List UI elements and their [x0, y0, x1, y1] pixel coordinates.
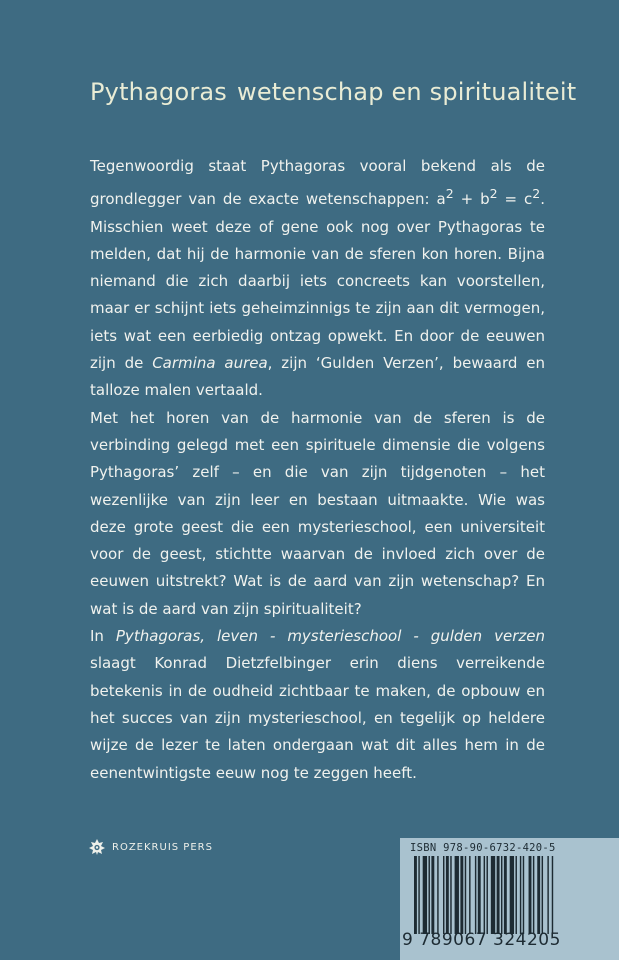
barcode-bar: [491, 856, 495, 934]
barcode-bar: [533, 856, 534, 934]
barcode-bar: [542, 856, 543, 934]
publisher-name: ROZEKRUIS PERS: [112, 841, 213, 853]
barcode-bar: [423, 856, 427, 934]
barcode-bar: [497, 856, 500, 934]
barcode-bar: [504, 856, 507, 934]
barcode-bar: [475, 856, 476, 934]
publisher-logo: [88, 838, 213, 856]
barcode-bar: [446, 856, 449, 934]
p3-italic-title: Pythagoras, leven - mysterieschool - gulden verzen: [115, 627, 545, 646]
p1-sup-3: 2: [532, 186, 541, 202]
book-title: [90, 78, 576, 106]
title-part-2: wetenschap en spiritualiteit: [237, 78, 577, 106]
barcode-bar: [501, 856, 502, 934]
rose-cross-icon: [88, 838, 106, 856]
barcode-area: [400, 838, 619, 960]
p3-text-a: In: [90, 627, 116, 646]
barcode-bar: [529, 856, 532, 934]
barcode-bar: [465, 856, 466, 934]
barcode-bar: [450, 856, 451, 934]
barcode-bar: [429, 856, 430, 934]
barcode-bar: [437, 856, 438, 934]
barcode-bar: [510, 856, 514, 934]
barcode-bar: [478, 856, 481, 934]
isbn-label: ISBN 978-90-6732-420-5: [410, 842, 556, 854]
barcode-bar: [523, 856, 524, 934]
paragraph-2: Met het horen van de harmonie van de sferen is de verbinding gelegd met een spirituele dimensie die volgens Pythagoras’ zelf – en die van zijn tijdgenoten – het wezenlijke van zijn leer en bestaan uitmaakte. Wie was deze grote geest die een mysterieschool, een universiteit voor de geest, stichtte waarvan de invloed zich over de eeuwen uitstrekt? Wat is de aard van zijn wetenschap? En wat is de aard van zijn spiritualiteit?: [90, 408, 545, 618]
barcode-bar: [484, 856, 485, 934]
p3-text-b: slaagt Konrad Dietzfelbinger erin diens verreikende betekenis in de oudheid zichtbaar te maken, de opbouw en het succes van zijn mysterieschool, en tegelijk op heldere wijze de lezer te laten ondergaan wat dit alles hem in de eenentwintigste eeuw nog te zeggen heeft.: [90, 654, 545, 782]
p1-sup-2: 2: [489, 186, 498, 202]
barcode-bar: [455, 856, 459, 934]
barcode-bar: [443, 856, 444, 934]
p1-text-e: , zijn ‘Gulden Verzen’, bewaard en talloze malen vertaald.: [90, 354, 545, 400]
blurb-text: [90, 153, 545, 787]
barcode-bar: [516, 856, 517, 934]
barcode-bar: [414, 856, 417, 934]
barcode-bar: [487, 856, 488, 934]
p1-text-a: Tegenwoordig staat Pythagoras vooral bekend als de grondlegger van de exacte wetenschappen: a: [90, 157, 545, 209]
paragraph-1: [90, 153, 545, 405]
paragraph-3: [90, 623, 545, 787]
barcode-bar: [431, 856, 434, 934]
barcode-bar: [469, 856, 470, 934]
p1-text-c: = c: [497, 190, 533, 209]
barcode-bar: [520, 856, 521, 934]
barcode-bar: [418, 856, 419, 934]
title-part-1: Pythagoras: [90, 78, 227, 106]
barcode-digits: 9 789067 324205: [402, 930, 561, 950]
p1-text-d: . Misschien weet deze of gene ook nog over Pythagoras te melden, dat hij de harmonie van de sferen kon horen. Bijna niemand die zich daarbij iets concreets kan voorstellen, maar er schijnt iets geheimzinnigs te zijn aan dit vermogen, iets wat een eerbiedig ontzag opwekt. En door de eeuwen zijn de: [90, 190, 545, 373]
barcode-bar: [547, 856, 548, 934]
p1-text-b: + b: [453, 190, 490, 209]
barcode-bar: [552, 856, 553, 934]
barcode-bars: [414, 856, 604, 934]
barcode-bar: [460, 856, 463, 934]
p1-italic-title: Carmina aurea: [152, 354, 268, 373]
p1-sup-1: 2: [445, 186, 454, 202]
barcode-bar: [537, 856, 540, 934]
